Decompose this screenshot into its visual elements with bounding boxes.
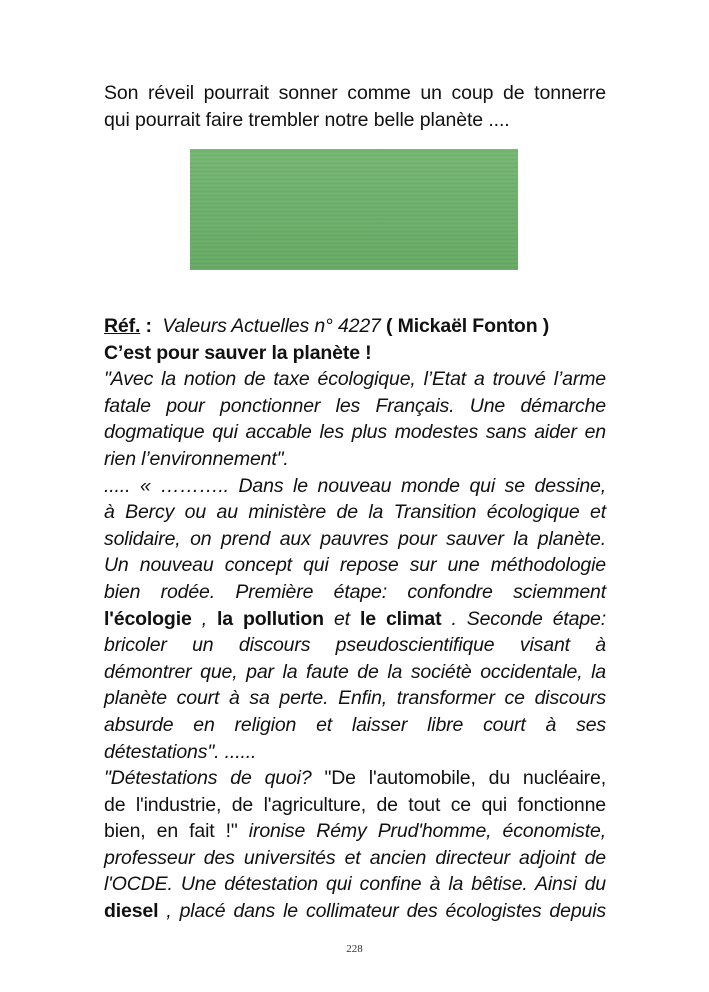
final-line: l'OCDE. Une détestation qui confine à la bêtise. Ainsi du — [104, 873, 606, 896]
excerpt-line: solidaire, on prend aux pauvres pour sauver la planète. — [104, 527, 606, 550]
reference-line — [104, 313, 606, 340]
final-line — [104, 898, 606, 925]
answer-quote: "De l'automobile, du nucléaire, — [311, 767, 606, 790]
quote-line: dogmatique qui accable les plus modestes sans aider en — [104, 421, 606, 444]
final-line — [104, 765, 606, 792]
excerpt-line: bien rodée. Première étape: confondre sciemment — [104, 580, 606, 603]
keyword-climat: le climat — [359, 607, 442, 630]
ref-author: ( Mickaël Fonton ) — [380, 315, 550, 337]
green-image — [190, 149, 518, 270]
excerpt-line: Un nouveau concept qui repose sur une méthodologie — [104, 554, 606, 577]
final-line: de l'industrie, de l'agriculture, de tout ce qui fonctionne — [104, 793, 606, 816]
quote-line: "Avec la notion de taxe écologique, l’Etat a trouvé l’arme — [104, 368, 606, 391]
excerpt-fragment: . Seconde étape: — [441, 607, 607, 630]
excerpt-line: à Bercy ou au ministère de la Transition écologique et — [104, 501, 606, 524]
page-number: 228 — [346, 943, 363, 955]
excerpt-line: absurde en religion et laisser libre court à ses — [104, 713, 606, 736]
quote-line: rien l’environnement". — [104, 447, 289, 470]
final-line: professeur des universités et ancien directeur adjoint de — [104, 846, 606, 869]
keyword-diesel: diesel — [104, 900, 159, 923]
excerpt-line: bricoler un discours pseudoscientifique visant à — [104, 634, 606, 657]
article-body — [104, 313, 606, 925]
quote-line: fatale pour ponctionner les Français. Une démarche — [104, 394, 606, 417]
keyword-pollution: la pollution — [217, 607, 324, 630]
attribution: ironise Rémy Prud'homme, économiste, — [237, 820, 606, 843]
excerpt-line: démontrer que, par la faute de la sociétè occidentale, la — [104, 660, 606, 683]
final-fragment: , placé dans le collimateur des écologistes depuis — [158, 900, 606, 923]
intro-line: Son réveil pourrait sonner comme un coup de tonnerre — [104, 82, 606, 104]
excerpt-line: planète court à sa perte. Enfin, transformer ce discours — [104, 687, 606, 710]
ref-colon: : — [140, 315, 152, 337]
intro-line: qui pourrait faire trembler notre belle planète .... — [104, 109, 510, 131]
excerpt-line — [104, 606, 606, 633]
conjunction: et — [323, 607, 360, 630]
answer-quote-end: bien, en fait !" — [104, 820, 238, 843]
intro-paragraph — [104, 80, 606, 134]
separator: , — [191, 607, 217, 630]
final-line — [104, 818, 606, 845]
excerpt-line: ..... « ……….. Dans le nouveau monde qui se dessine, — [104, 474, 606, 497]
keyword-ecologie: l'écologie — [104, 607, 192, 630]
article-title: C’est pour sauver la planète ! — [104, 341, 372, 364]
excerpt-line: détestations". ...... — [104, 740, 257, 763]
question: "Détestations de quoi? — [104, 767, 312, 790]
ref-label: Réf. — [104, 315, 141, 337]
ref-source: Valeurs Actuelles n° 4227 — [162, 315, 381, 337]
